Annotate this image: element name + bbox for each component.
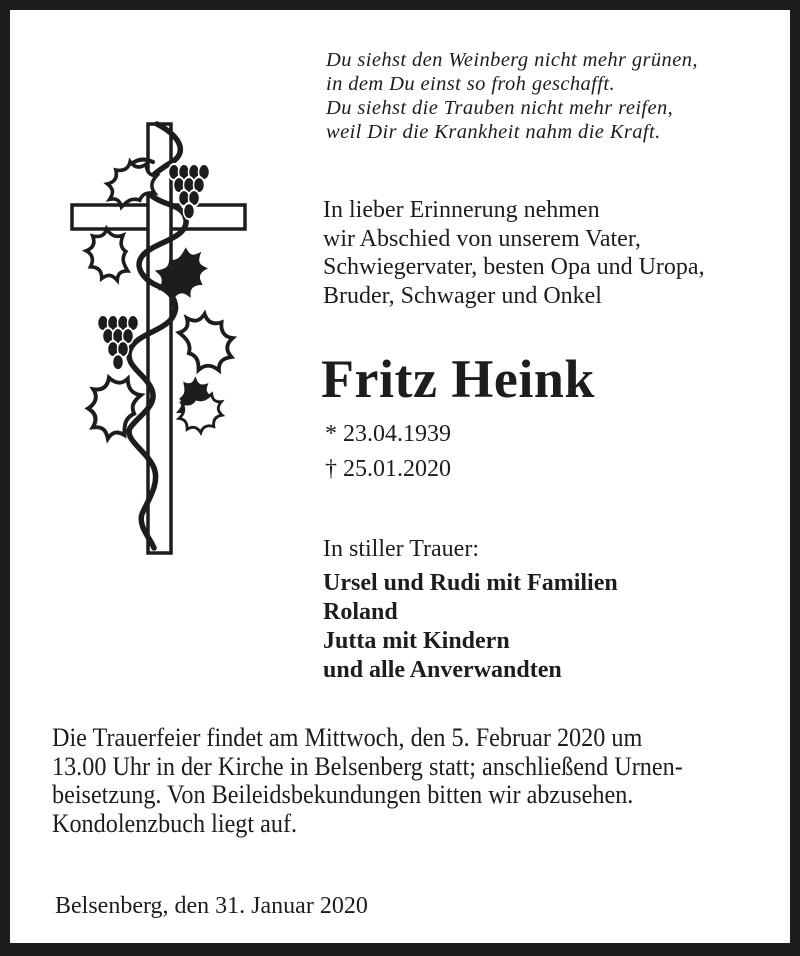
death-date: † 25.01.2020: [325, 456, 451, 482]
mourner-line: Ursel und Rudi mit Familien: [323, 570, 618, 596]
birth-date: * 23.04.1939: [325, 421, 451, 447]
grape-leaf: [83, 226, 131, 284]
mourner-line: Jutta mit Kindern: [323, 628, 510, 654]
poem-line: in dem Du einst so froh geschafft.: [326, 73, 615, 95]
intro-line: Schwiegervater, besten Opa und Uropa,: [323, 254, 705, 280]
mourner-line: Roland: [323, 599, 398, 625]
mourners-list: [323, 569, 618, 685]
mourning-heading: In stiller Trauer:: [323, 536, 479, 562]
intro-line: In lieber Erinnerung nehmen: [323, 197, 600, 223]
intro-line: wir Abschied von unserem Vater,: [323, 225, 641, 252]
place-date-line: Belsenberg, den 31. Januar 2020: [55, 893, 368, 919]
funeral-line: Kondolenzbuch liegt auf.: [52, 808, 298, 838]
funeral-line: Die Trauerfeier findet am Mittwoch, den 5. Februar 2020 um: [52, 723, 643, 752]
funeral-info: [52, 724, 683, 838]
funeral-line: 13.00 Uhr in der Kirche in Belsenberg statt; anschließend Urnen-: [52, 751, 683, 781]
grape-leaf: [173, 303, 243, 379]
poem-line: Du siehst den Weinberg nicht mehr grünen,: [326, 49, 698, 71]
deceased-name: Fritz Heink: [321, 349, 595, 409]
grape-leaf: [79, 369, 145, 444]
funeral-line: beisetzung. Von Beileidsbekundungen bitten wir abzusehen.: [52, 780, 634, 810]
poem-line: weil Dir die Krankheit nahm die Kraft.: [326, 121, 661, 143]
cross-grapevine-icon: [60, 108, 252, 570]
mourner-line: und alle Anverwandten: [323, 657, 562, 683]
intro-line: Bruder, Schwager und Onkel: [323, 282, 602, 309]
intro-text: [323, 196, 705, 310]
poem-line: Du siehst die Trauben nicht mehr reifen,: [326, 97, 674, 119]
memorial-poem: [326, 48, 698, 144]
